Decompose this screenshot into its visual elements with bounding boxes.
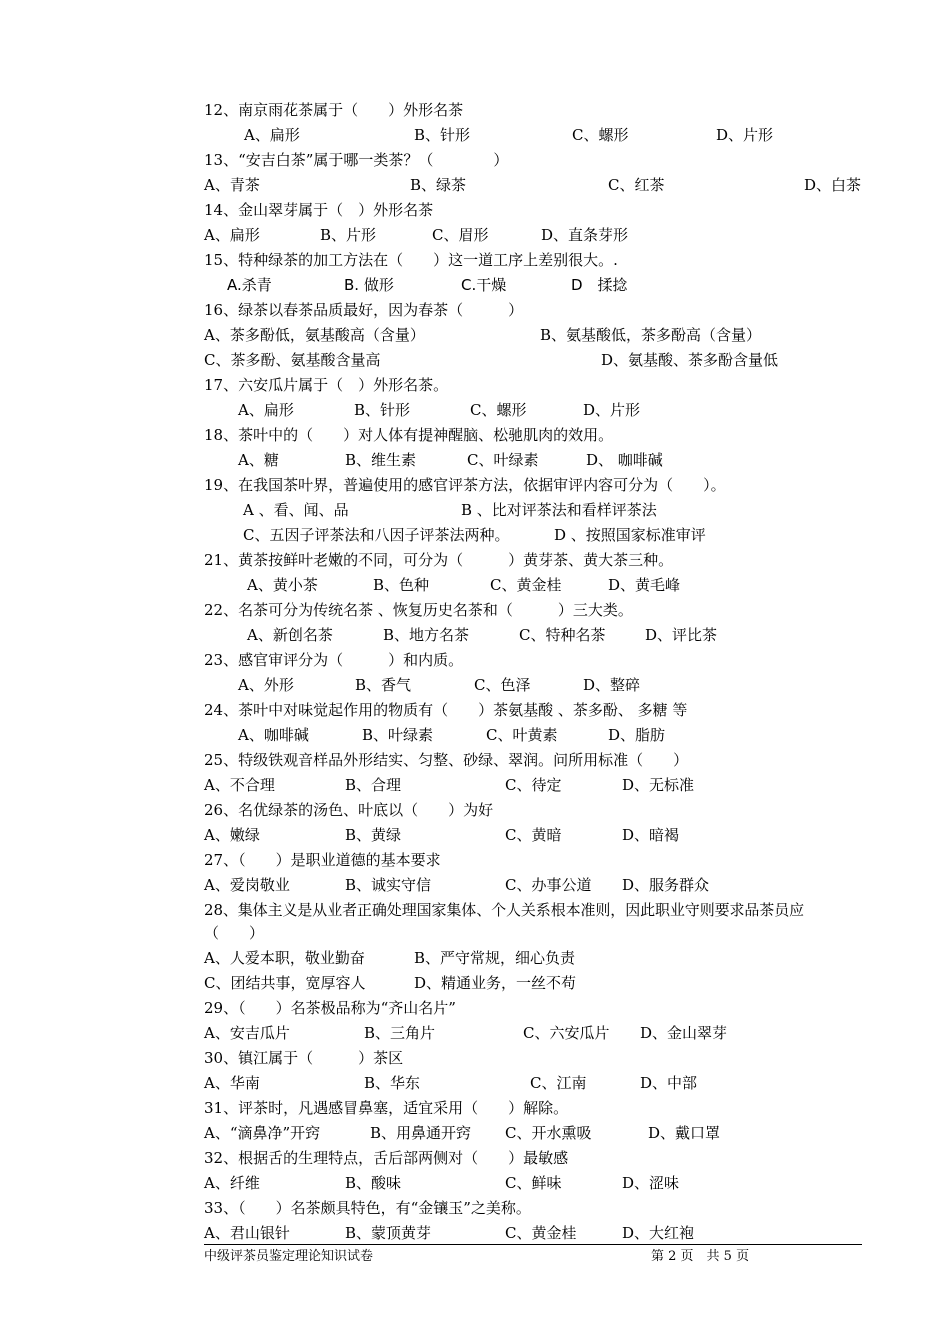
question-16-option-d: D、氨基酸、茶多酚含量低 [601, 351, 779, 369]
question-28-stem: 28、集体主义是从业者正确处理国家集体、个人关系根本准则，因此职业守则要求品茶员应 [204, 901, 804, 919]
question-25-option-a: A、不合理 [204, 776, 275, 794]
question-29-option-b: B、三角片 [364, 1024, 436, 1042]
footer-divider [204, 1244, 862, 1245]
question-31-option-a: A、“滴鼻净”开窍 [204, 1124, 321, 1142]
question-24-option-d: D、脂肪 [608, 726, 666, 744]
question-17-option-b: B、针形 [354, 401, 411, 419]
question-33-stem: 33、（ ）名茶颇具特色，有“金镶玉”之美称。 [204, 1199, 531, 1217]
question-31-option-b: B、用鼻通开窍 [370, 1124, 472, 1142]
question-29-option-d: D、金山翠芽 [640, 1024, 728, 1042]
question-18-option-a: A、糖 [238, 451, 279, 469]
question-22-stem: 22、名茶可分为传统名茶 、恢复历史名茶和（ ）三大类。 [204, 601, 633, 619]
question-30-option-a: A、华南 [204, 1074, 260, 1092]
question-12-option-a: A、扁形 [244, 126, 300, 144]
question-18-option-c: C、叶绿素 [467, 451, 539, 469]
question-24-option-b: B、叶绿素 [362, 726, 434, 744]
question-25-stem: 25、特级铁观音样品外形结实、匀整、砂绿、翠润。问所用标准（ ） [204, 751, 689, 769]
question-19-stem: 19、在我国茶叶界，普遍使用的感官评茶方法，依据审评内容可分为（ ）。 [204, 476, 726, 494]
question-15-option-b: B. 做形 [344, 276, 394, 294]
question-31-option-d: D、戴口罩 [648, 1124, 721, 1142]
question-13-option-b: B、绿茶 [410, 176, 467, 194]
question-23-option-c: C、色泽 [474, 676, 531, 694]
question-32-option-b: B、酸味 [345, 1174, 402, 1192]
question-13-option-c: C、红茶 [608, 176, 665, 194]
question-25-option-b: B、合理 [345, 776, 402, 794]
question-18-stem: 18、茶叶中的（ ）对人体有提神醒脑、松驰肌肉的效用。 [204, 426, 614, 444]
question-16-option-c: C、茶多酚、氨基酸含量高 [204, 351, 381, 369]
footer-title: 中级评茶员鉴定理论知识试卷 [204, 1249, 374, 1264]
question-17-option-a: A、扁形 [238, 401, 294, 419]
footer-page-number: 第 2 页 共 5 页 [651, 1249, 750, 1264]
question-12-option-c: C、螺形 [572, 126, 629, 144]
question-15-stem: 15、特种绿茶的加工方法在（ ）这一道工序上差别很大。. [204, 251, 618, 269]
question-28-stem-continued: （ ） [204, 924, 265, 942]
question-14-option-c: C、眉形 [432, 226, 489, 244]
question-28-option-c: C、团结共事，宽厚容人 [204, 974, 366, 992]
question-26-stem: 26、名优绿茶的汤色、叶底以（ ）为好 [204, 801, 494, 819]
question-14-option-b: B、片形 [320, 226, 377, 244]
question-26-option-b: B、黄绿 [345, 826, 402, 844]
question-21-stem: 21、黄茶按鲜叶老嫩的不同，可分为（ ）黄芽茶、黄大茶三种。 [204, 551, 674, 569]
question-14-option-d: D、直条芽形 [541, 226, 629, 244]
question-23-stem: 23、感官审评分为（ ）和内质。 [204, 651, 464, 669]
question-14-option-a: A、扁形 [204, 226, 260, 244]
question-31-stem: 31、评茶时，凡遇感冒鼻塞，适宜采用（ ）解除。 [204, 1099, 569, 1117]
question-26-option-d: D、暗褐 [622, 826, 680, 844]
question-32-stem: 32、根据舌的生理特点，舌后部两侧对（ ）最敏感 [204, 1149, 569, 1167]
question-32-option-c: C、鲜味 [505, 1174, 562, 1192]
question-19-option-a: A 、看、闻、品 [243, 501, 349, 519]
question-28-option-d: D、精通业务，一丝不苟 [414, 974, 577, 992]
question-16-option-b: B、氨基酸低，茶多酚高（含量） [540, 326, 762, 344]
question-16-option-a: A、茶多酚低，氨基酸高（含量） [204, 326, 425, 344]
question-12-stem: 12、南京雨花茶属于（ ）外形名茶 [204, 101, 464, 119]
question-27-option-d: D、服务群众 [622, 876, 710, 894]
question-32-option-d: D、涩味 [622, 1174, 680, 1192]
question-22-option-d: D、评比茶 [645, 626, 718, 644]
question-17-option-d: D、片形 [583, 401, 641, 419]
question-33-option-b: B、蒙顶黄芽 [345, 1224, 432, 1242]
question-19-option-d: D 、按照国家标准审评 [554, 526, 706, 544]
question-19-option-b: B 、比对评茶法和看样评茶法 [461, 501, 657, 519]
question-23-option-a: A、外形 [238, 676, 294, 694]
question-18-option-d: D、 咖啡碱 [586, 451, 663, 469]
question-21-option-b: B、色种 [373, 576, 430, 594]
question-24-option-a: A、咖啡碱 [238, 726, 309, 744]
question-25-option-c: C、待定 [505, 776, 562, 794]
question-13-stem: 13、“安吉白茶”属于哪一类茶？（ ） [204, 151, 509, 169]
question-12-option-b: B、针形 [414, 126, 471, 144]
question-21-option-d: D、黄毛峰 [608, 576, 681, 594]
question-13-option-a: A、青茶 [204, 176, 260, 194]
question-28-option-b: B、严守常规，细心负责 [414, 949, 576, 967]
question-27-option-a: A、爱岗敬业 [204, 876, 290, 894]
question-26-option-c: C、黄暗 [505, 826, 562, 844]
question-30-option-d: D、中部 [640, 1074, 698, 1092]
question-17-option-c: C、螺形 [470, 401, 527, 419]
question-27-stem: 27、（ ）是职业道德的基本要求 [204, 851, 441, 869]
question-24-option-c: C、叶黄素 [486, 726, 558, 744]
question-24-stem: 24、茶叶中对味觉起作用的物质有（ ）茶氨基酸 、茶多酚、 多糖 等 [204, 701, 688, 719]
question-23-option-b: B、香气 [355, 676, 412, 694]
question-13-option-d: D、白茶 [804, 176, 862, 194]
question-22-option-c: C、特种名茶 [519, 626, 606, 644]
question-14-stem: 14、金山翠芽属于（ ）外形名茶 [204, 201, 434, 219]
question-29-option-c: C、六安瓜片 [523, 1024, 610, 1042]
question-30-stem: 30、镇江属于（ ）茶区 [204, 1049, 404, 1067]
question-21-option-a: A、黄小茶 [247, 576, 318, 594]
question-15-option-a: A.杀青 [227, 276, 272, 294]
question-19-option-c: C、五因子评茶法和八因子评茶法两种。 [243, 526, 510, 544]
question-27-option-b: B、诚实守信 [345, 876, 432, 894]
question-22-option-b: B、地方名茶 [383, 626, 470, 644]
question-29-stem: 29、（ ）名茶极品称为“齐山名片” [204, 999, 456, 1017]
question-17-stem: 17、六安瓜片属于（ ）外形名茶。 [204, 376, 449, 394]
question-30-option-c: C、江南 [530, 1074, 587, 1092]
question-30-option-b: B、华东 [364, 1074, 421, 1092]
question-33-option-d: D、大红袍 [622, 1224, 695, 1242]
question-21-option-c: C、黄金桂 [490, 576, 562, 594]
question-33-option-a: A、君山银针 [204, 1224, 290, 1242]
question-18-option-b: B、维生素 [345, 451, 417, 469]
question-22-option-a: A、新创名茶 [247, 626, 333, 644]
question-16-stem: 16、绿茶以春茶品质最好，因为春茶（ ） [204, 301, 524, 319]
question-29-option-a: A、安吉瓜片 [204, 1024, 290, 1042]
question-28-option-a: A、人爱本职，敬业勤奋 [204, 949, 365, 967]
question-15-option-d: D 揉捻 [571, 276, 628, 294]
question-33-option-c: C、黄金桂 [505, 1224, 577, 1242]
question-26-option-a: A、嫩绿 [204, 826, 260, 844]
question-27-option-c: C、办事公道 [505, 876, 592, 894]
question-23-option-d: D、整碎 [583, 676, 641, 694]
question-15-option-c: C.干燥 [461, 276, 507, 294]
question-25-option-d: D、无标准 [622, 776, 695, 794]
question-12-option-d: D、片形 [716, 126, 774, 144]
question-32-option-a: A、纤维 [204, 1174, 260, 1192]
question-31-option-c: C、开水熏吸 [505, 1124, 592, 1142]
